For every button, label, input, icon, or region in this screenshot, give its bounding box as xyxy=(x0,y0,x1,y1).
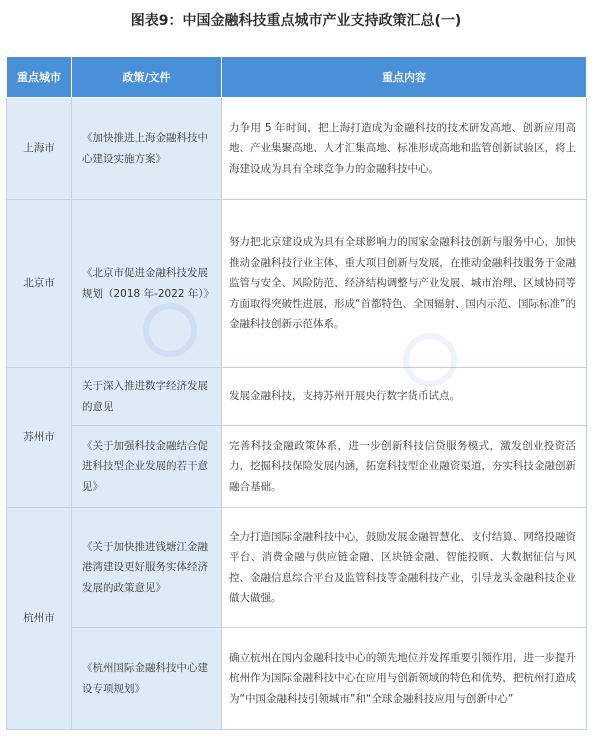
content-cell: 全力打造国际金融科技中心，鼓励发展金融智慧化、支付结算、网络投融资平台、消费金融与供应链金融、区块链金融、智能投顾、大数据征信与风控、金融信息综合平台及监管科技等金融科技产业，引导龙头金融科技企业做大做强。 xyxy=(222,508,587,628)
city-cell: 杭州市 xyxy=(7,508,72,730)
watermark-logo-icon xyxy=(400,330,460,390)
table-row xyxy=(7,98,587,200)
policy-cell: 《加快推进上海金融科技中心建设实施方案》 xyxy=(72,98,222,200)
content-cell: 力争用 5 年时间，把上海打造成为金融科技的技术研发高地、创新应用高地、产业集聚高地、人才汇集高地、标准形成高地和监管创新试验区，将上海建设成为具有全球竞争力的金融科技中心。 xyxy=(222,98,587,200)
policy-cell: 《关于加强科技金融结合促进科技型企业发展的若干意见》 xyxy=(72,426,222,508)
content-cell: 发展金融科技，支持苏州开展央行数字货币试点。 xyxy=(222,368,587,426)
header-content: 重点内容 xyxy=(222,57,587,98)
header-policy: 政策/文件 xyxy=(72,57,222,98)
policy-table xyxy=(6,56,587,730)
table-header-row xyxy=(7,57,587,98)
city-cell: 北京市 xyxy=(7,200,72,368)
policy-cell: 《关于加快推进钱塘江金融港湾建设更好服务实体经济发展的政策意见》 xyxy=(72,508,222,628)
policy-cell: 《杭州国际金融科技中心建设专项规划》 xyxy=(72,628,222,730)
table-row xyxy=(7,508,587,628)
city-cell: 苏州市 xyxy=(7,368,72,508)
table-row xyxy=(7,368,587,426)
header-city: 重点城市 xyxy=(7,57,72,98)
page-title: 图表9：中国金融科技重点城市产业支持政策汇总(一) xyxy=(130,13,462,29)
policy-cell: 《北京市促进金融科技发展规划（2018 年-2022 年）》 xyxy=(72,200,222,368)
table-row xyxy=(7,200,587,368)
table-row xyxy=(7,426,587,508)
content-cell: 完善科技金融政策体系，进一步创新科技信贷服务模式，激发创业投资活力，挖掘科技保险发展内涵，拓宽科技型企业融资渠道，夯实科技金融创新融合基础。 xyxy=(222,426,587,508)
content-cell: 努力把北京建设成为具有全球影响力的国家金融科技创新与服务中心，加快推动金融科技行业主体、重大项目创新与发展，在推动金融科技服务于金融监管与安全、风险防范、经济结构调整与产业发展、城市治理、区域协同等方面取得突破性进展，形成“首都特色、全国辐射、国内示范、国际标准”的金融科技创新示范体系。 xyxy=(222,200,587,368)
content-cell: 确立杭州在国内金融科技中心的领先地位并发挥重要引领作用，进一步提升杭州作为国际金融科技中心在应用与创新领域的特色和优势，把杭州打造成为“中国金融科技引领城市”和“全球金融科技应用与创新中心” xyxy=(222,628,587,730)
watermark-logo-icon xyxy=(140,300,200,360)
city-cell: 上海市 xyxy=(7,98,72,200)
policy-cell: 关于深入推进数字经济发展的意见 xyxy=(72,368,222,426)
table-row xyxy=(7,628,587,730)
